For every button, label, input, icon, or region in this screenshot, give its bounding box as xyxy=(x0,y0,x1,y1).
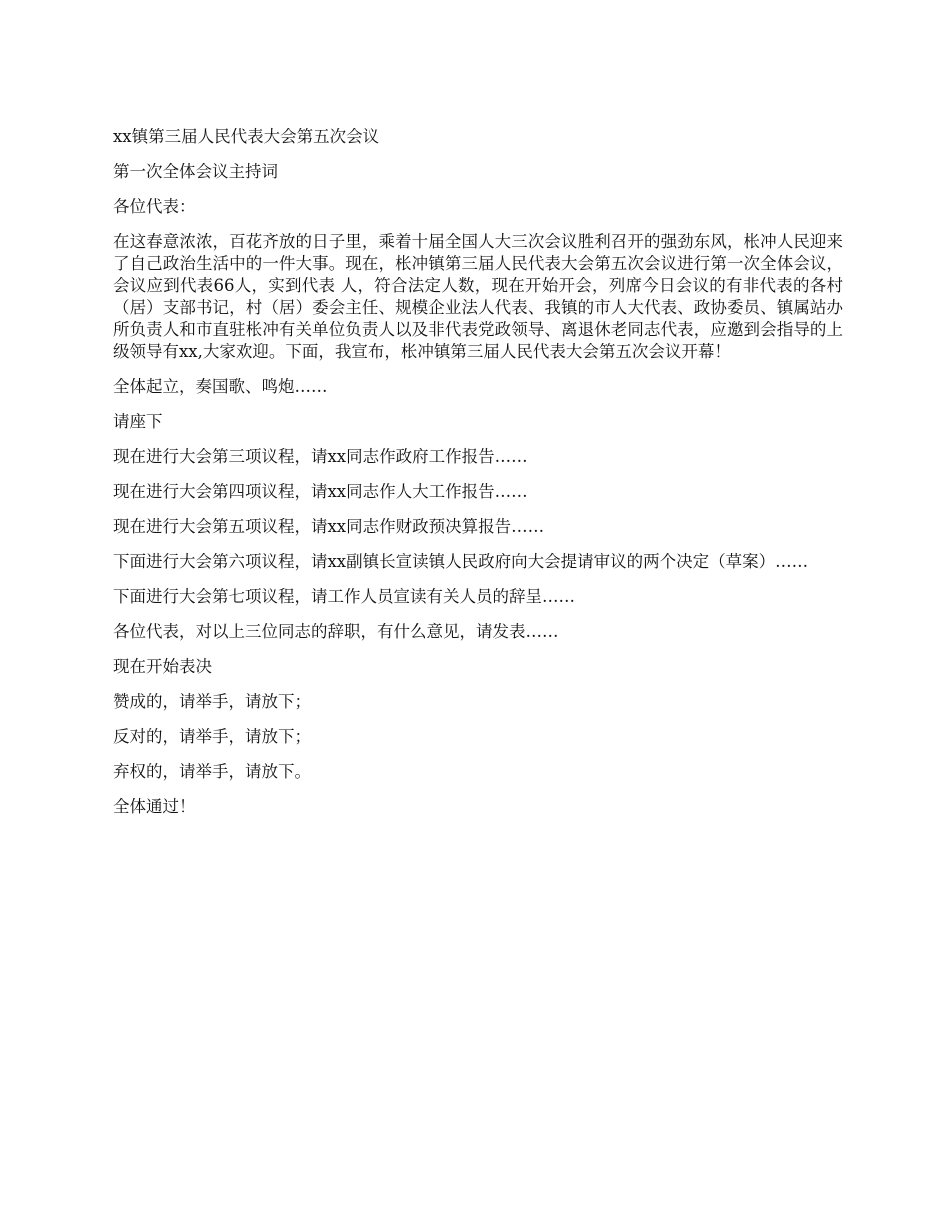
paragraph-agenda-item-7: 下面进行大会第七项议程，请工作人员宣读有关人员的辞呈…… xyxy=(113,587,575,606)
paragraph-agenda-item-6: 下面进行大会第六项议程，请xx副镇长宣读镇人民政府向大会提请审议的两个决定（草案）…… xyxy=(113,552,809,571)
paragraph-be-seated: 请座下 xyxy=(113,412,163,431)
paragraph-national-anthem: 全体起立，奏国歌、鸣炮…… xyxy=(113,377,328,396)
opening-paragraph: 在这春意浓浓，百花齐放的日子里，乘着十届全国人大三次会议胜利召开的强劲东风，枨冲人民迎来了自己政治生活中的一件大事。现在，枨冲镇第三届人民代表大会第五次会议进行第一次全体会议，会议应到代表66人，实到代表 人，符合法定人数，现在开始开会，列席今日会议的有非代表的各村（居）支部书记，村（居）委会主任、规模企业法人代表、我镇的市人大代表、政协委员、镇属站办所负责人和市直驻枨冲有关单位负责人以及非代表党政领导、离退休老同志代表，应邀到会指导的上级领导有xx,大家欢迎。下面，我宣布，枨冲镇第三届人民代表大会第五次会议开幕！ xyxy=(113,232,843,361)
document-page xyxy=(113,126,843,831)
paragraph-agenda-item-4: 现在进行大会第四项议程，请xx同志作人大工作报告…… xyxy=(113,482,528,501)
paragraph-vote-against: 反对的，请举手，请放下； xyxy=(113,727,311,746)
paragraph-agenda-item-5: 现在进行大会第五项议程，请xx同志作财政预决算报告…… xyxy=(113,517,545,536)
paragraph-vote-abstain: 弃权的，请举手，请放下。 xyxy=(113,762,311,781)
paragraph-agenda-item-3: 现在进行大会第三项议程，请xx同志作政府工作报告…… xyxy=(113,447,528,466)
paragraph-unanimously-passed: 全体通过！ xyxy=(113,797,196,816)
salutation: 各位代表： xyxy=(113,197,196,216)
paragraph-vote-in-favor: 赞成的，请举手，请放下； xyxy=(113,692,311,711)
paragraph-call-for-opinions: 各位代表，对以上三位同志的辞职，有什么意见，请发表…… xyxy=(113,622,559,641)
paragraph-start-vote: 现在开始表决 xyxy=(113,657,212,676)
document-title: xx镇第三届人民代表大会第五次会议 xyxy=(113,127,380,146)
document-subtitle: 第一次全体会议主持词 xyxy=(113,162,278,181)
